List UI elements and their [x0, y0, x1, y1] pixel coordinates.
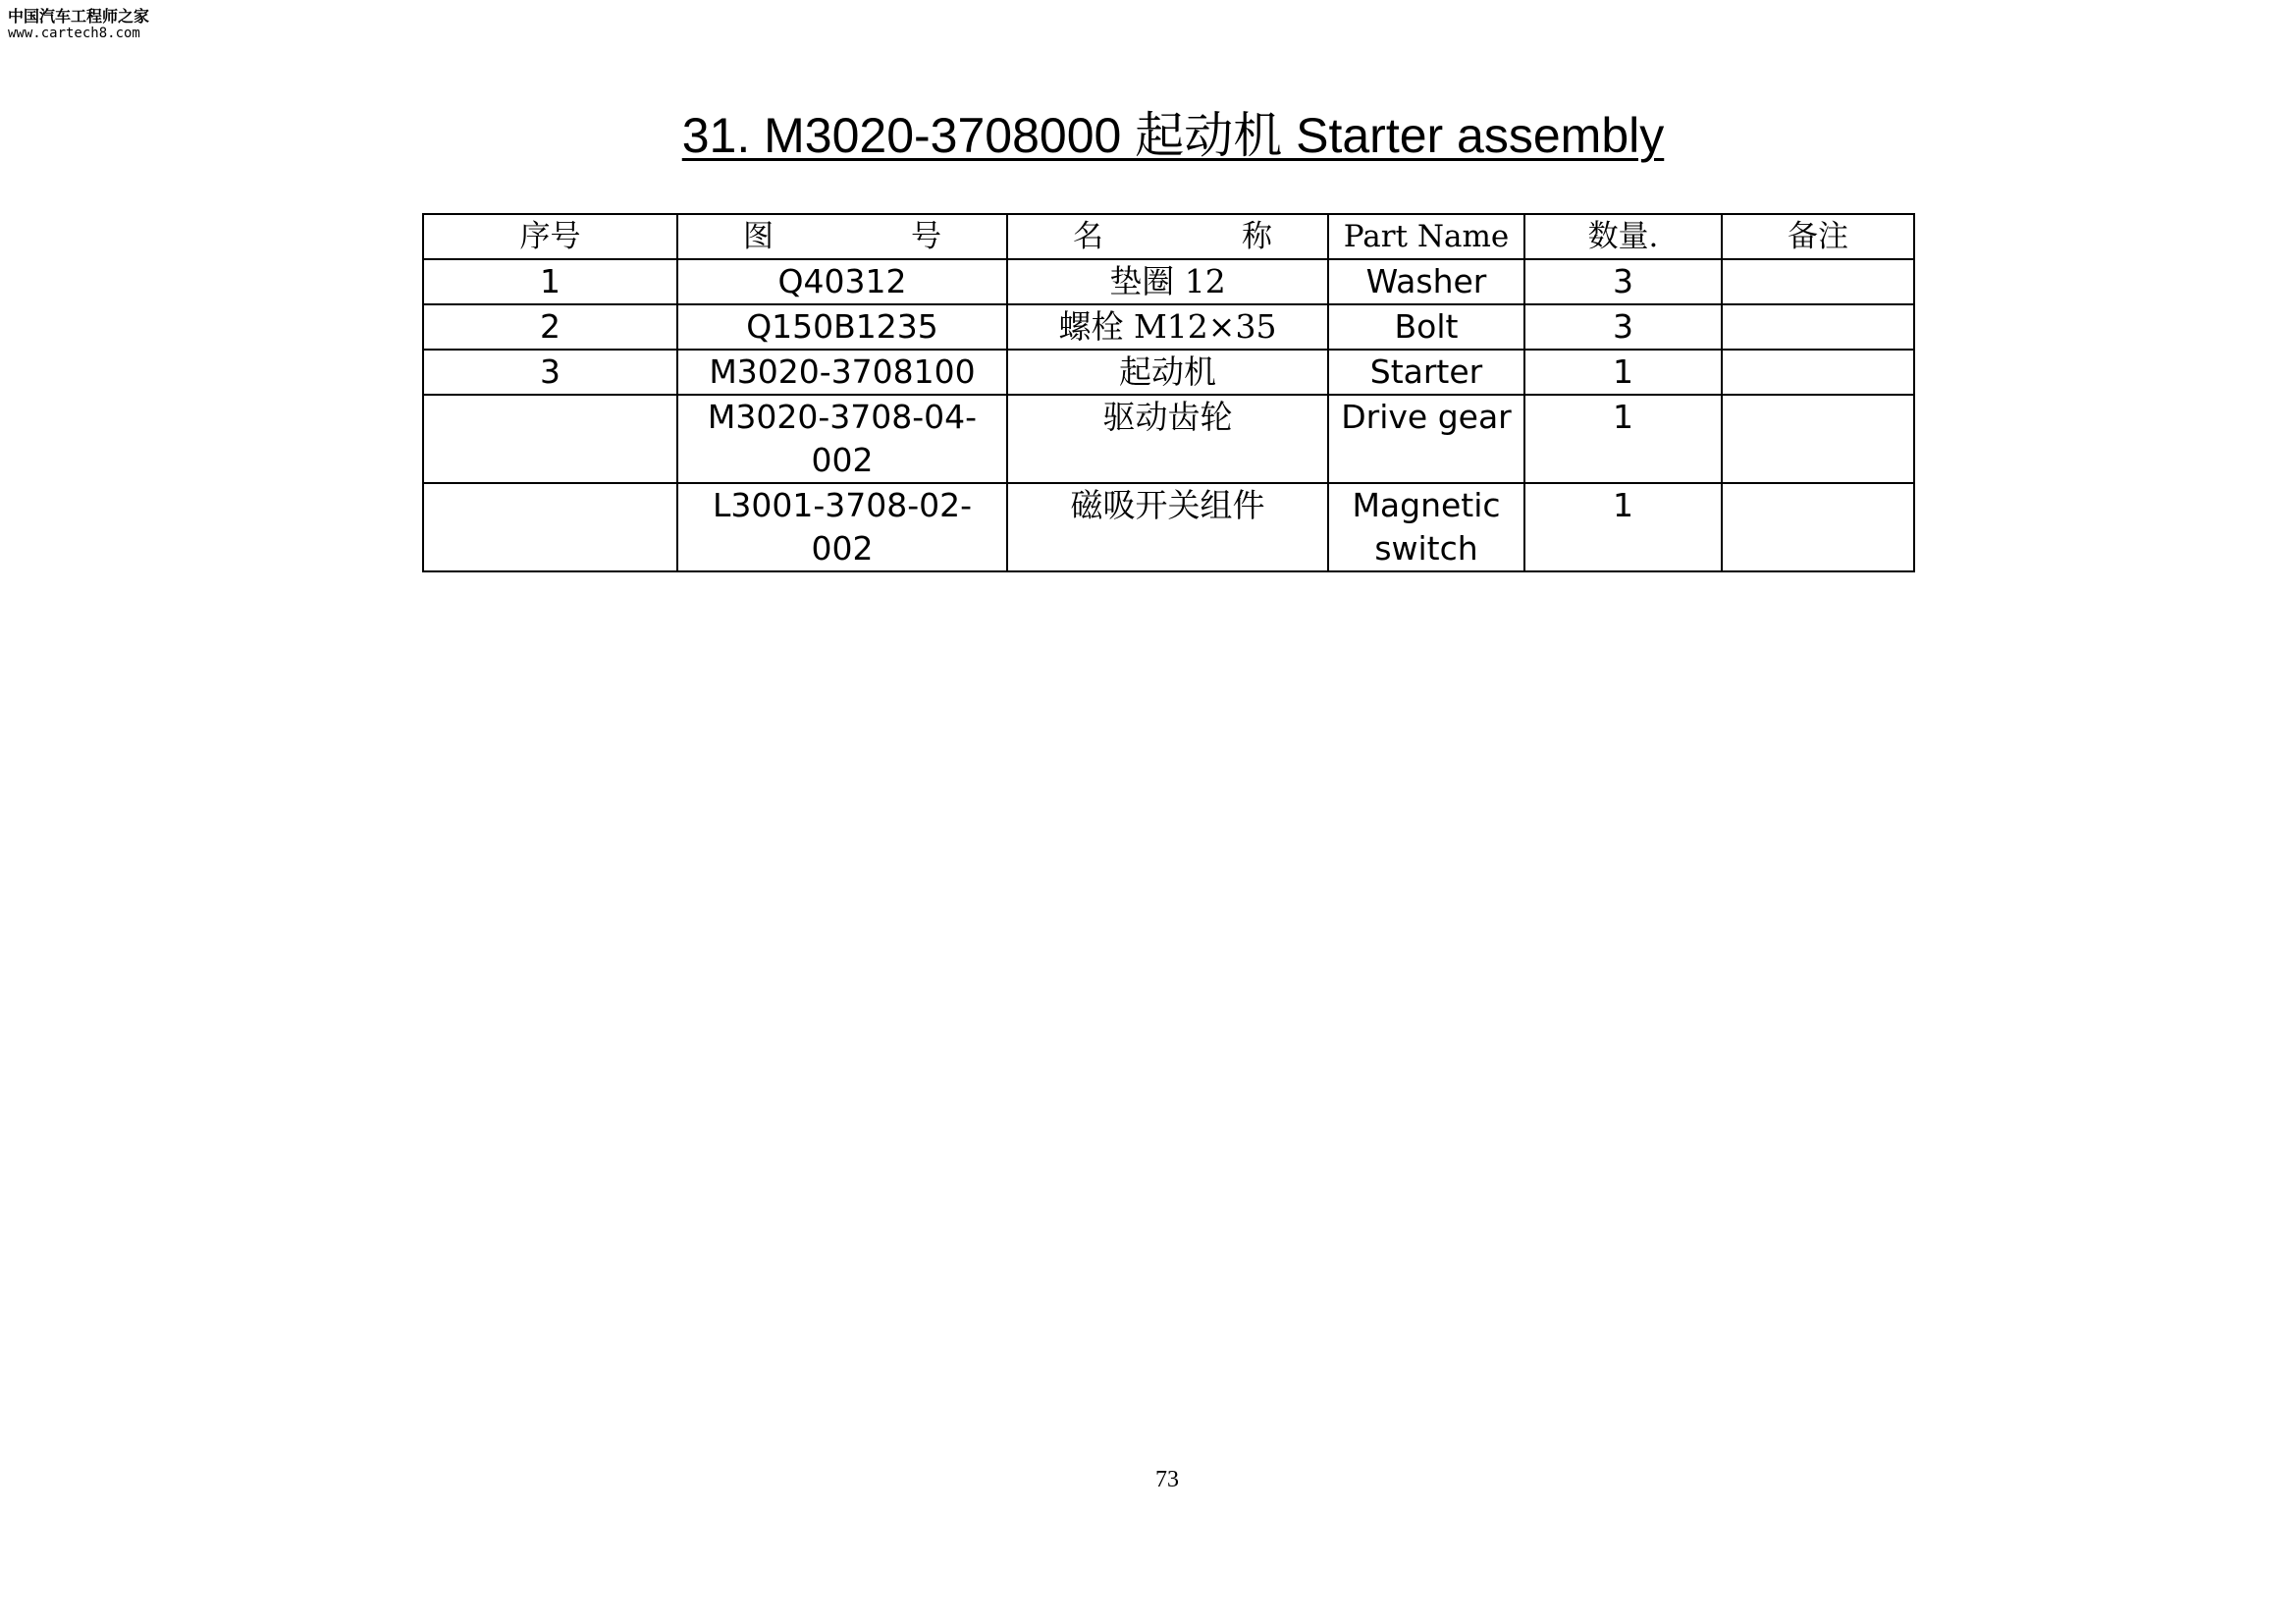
- header-name-cn-part-2: 称: [1242, 219, 1272, 254]
- cell-drawing-no: M3020-3708100: [677, 350, 1007, 395]
- cell-quantity: 1: [1524, 395, 1722, 483]
- header-quantity: 数量.: [1524, 214, 1722, 259]
- cell-quantity: 3: [1524, 259, 1722, 304]
- header-drawing-no-part-1: 图: [743, 219, 774, 254]
- cell-quantity: 1: [1524, 350, 1722, 395]
- cell-seq: [423, 395, 677, 483]
- table-row: [423, 395, 1914, 483]
- cell-quantity: 3: [1524, 304, 1722, 350]
- cell-name-cn: 磁吸开关组件: [1007, 483, 1328, 571]
- table-row: [423, 259, 1914, 304]
- header-remarks: 备注: [1722, 214, 1914, 259]
- cell-drawing-no: Q150B1235: [677, 304, 1007, 350]
- cell-drawing-no: Q40312: [677, 259, 1007, 304]
- watermark: [8, 8, 149, 41]
- cell-remarks: [1722, 350, 1914, 395]
- cell-drawing-no: M3020-3708-04-002: [677, 395, 1007, 483]
- cell-name-cn: 起动机: [1007, 350, 1328, 395]
- table-row: [423, 304, 1914, 350]
- cell-part-name: Bolt: [1328, 304, 1524, 350]
- cell-seq: [423, 483, 677, 571]
- watermark-site-name: 中国汽车工程师之家: [8, 7, 150, 26]
- cell-part-name: Starter: [1328, 350, 1524, 395]
- header-name-cn-part-1: 名: [1073, 219, 1103, 254]
- cell-remarks: [1722, 259, 1914, 304]
- page-number: 73: [1155, 1467, 1179, 1492]
- cell-name-cn: 驱动齿轮: [1007, 395, 1328, 483]
- cell-seq: 3: [423, 350, 677, 395]
- cell-part-name: Magnetic switch: [1328, 483, 1524, 571]
- header-seq: 序号: [423, 214, 677, 259]
- header-part-name: Part Name: [1328, 214, 1524, 259]
- cell-name-cn: 螺栓 M12×35: [1007, 304, 1328, 350]
- watermark-url: www.cartech8.com: [8, 26, 140, 42]
- cell-remarks: [1722, 395, 1914, 483]
- cell-part-name: Drive gear: [1328, 395, 1524, 483]
- table-row: [423, 350, 1914, 395]
- table-header-row: [423, 214, 1914, 259]
- header-drawing-no: [677, 214, 1007, 259]
- page-title: 31. M3020-3708000 起动机 Starter assembly: [681, 108, 1665, 163]
- cell-drawing-no: L3001-3708-02-002: [677, 483, 1007, 571]
- parts-table: [422, 213, 1915, 572]
- cell-seq: 2: [423, 304, 677, 350]
- cell-remarks: [1722, 304, 1914, 350]
- table-row: [423, 483, 1914, 571]
- cell-part-name: Washer: [1328, 259, 1524, 304]
- cell-seq: 1: [423, 259, 677, 304]
- header-name-cn: [1007, 214, 1328, 259]
- cell-remarks: [1722, 483, 1914, 571]
- cell-quantity: 1: [1524, 483, 1722, 571]
- cell-name-cn: 垫圈 12: [1007, 259, 1328, 304]
- header-drawing-no-part-2: 号: [911, 219, 941, 254]
